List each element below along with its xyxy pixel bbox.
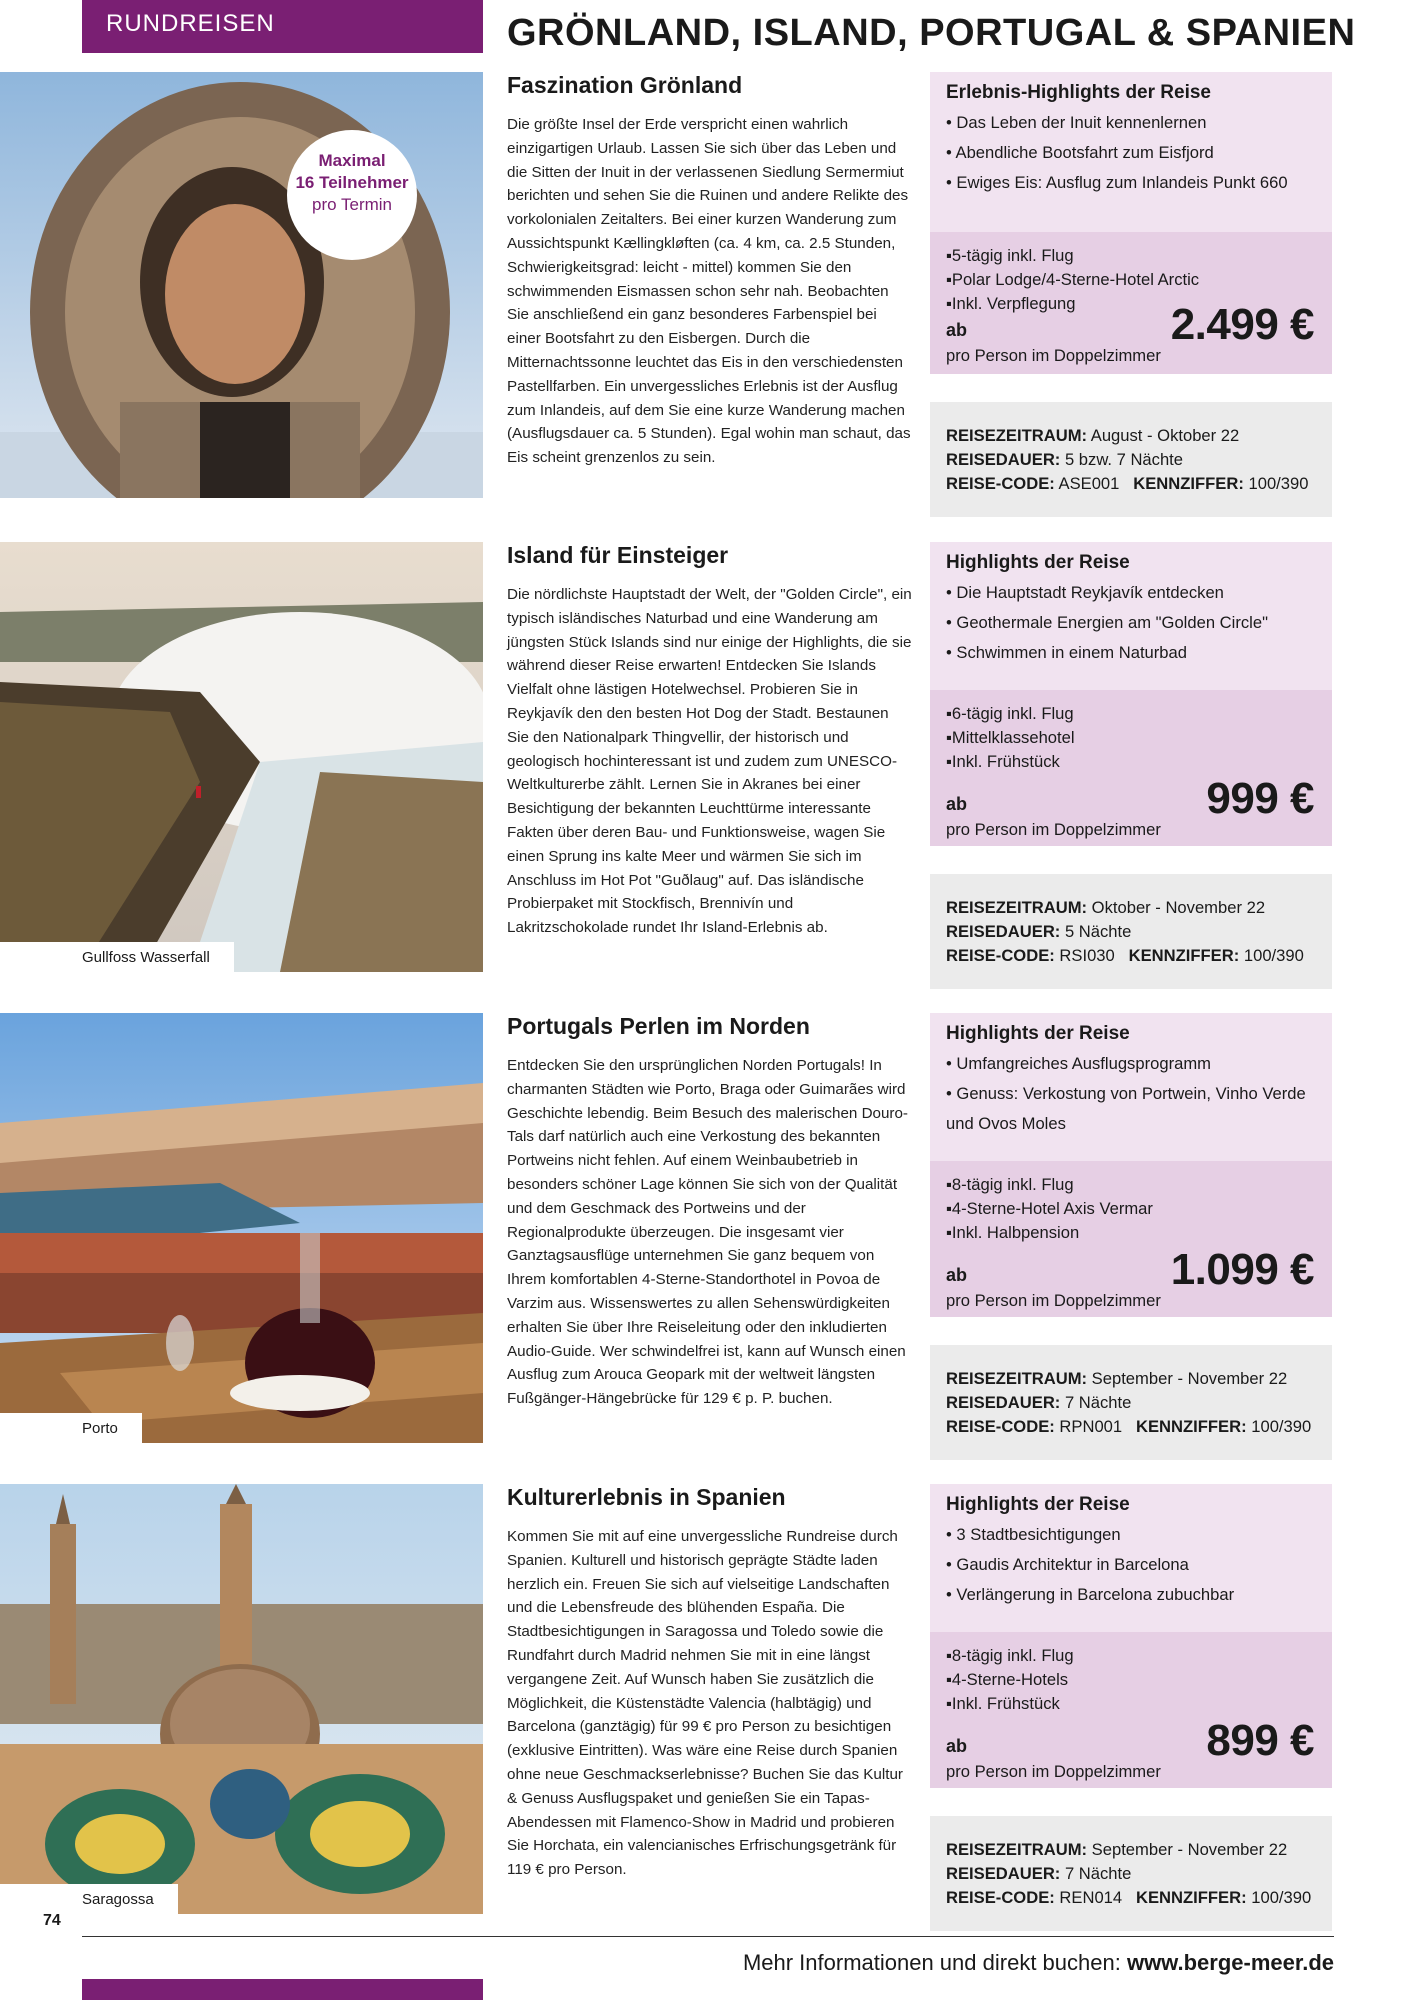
trip-info-box: REISEZEITRAUM: August - Oktober 22 REISEDAUER: 5 bzw. 7 Nächte REISE-CODE: ASE001 KENNZIFFER: 100/390: [930, 402, 1332, 517]
price-box: [930, 1161, 1332, 1317]
travel-period: September - November 22: [1091, 1840, 1288, 1859]
trip-body-text: Die größte Insel der Erde verspricht einen wahrlich einzigartigen Urlaub. Lassen Sie sich über das Leben und die Sitten der Inuit in der verlassenen Siedlung Sermermiut berichten und sehen Sie die Ruinen und andere Relikte des vorkolonialen Zeitalters. Bei einer kurzen Wanderung zum Aussichtspunkt Kællingkløften (ca. 4 km, ca. 2.5 Stunden, Schwierigkeitsgrad: leicht - mittel) kommen Sie den schwimmenden Eismassen schon sehr nah. Beobachten Sie anschließend ein ganz besonderes Farbenspiel bei einer Bootsfahrt zu den Eisbergen. Durch die Mitternachtssonne leuchtet das Eis in den verschiedensten Pastellfarben. Ein unvergessliches Erlebnis ist der Ausflug zum Inlandeis, auf dem Sie eine kurze Wanderung machen (Ausflugsdauer ca. 5 Stunden). Egal wohin man schaut, das Eis scheint grenzenlos zu sein.: [507, 116, 911, 467]
highlights-box: [930, 72, 1332, 232]
trip-title: Island für Einsteiger: [507, 542, 729, 568]
highlights-title: Highlights der Reise: [946, 1494, 1130, 1515]
feature-item: ▪ Inkl. Halbpension: [946, 1221, 1316, 1245]
price-per-person: pro Person im Doppelzimmer: [946, 346, 1161, 365]
trip-body-text: Entdecken Sie den ursprünglichen Norden Portugals! In charmanten Städten wie Porto, Braga oder Guimarães wird Geschichte lebendig. Beim Besuch des malerischen Douro-Tals darf natürlich auch eine Verkostung des bekannten Portweins nicht fehlen. Auf einem Weinbaubetrieb in besonders schöner Lage können Sie sich von der Qualität und dem Geschmack des Portweins und der Regionalprodukte überzeugen. Die insgesamt vier Ganztagsausflüge unternehmen Sie ganz bequem von Ihrem komfortablen 4-Sterne-Standorthotel in Povoa de Varzim aus. Wissenswertes zu allen Sehenswürdigkeiten erhalten Sie über Ihre Reiseleitung oder den inkludierten Audio-Guide. Wer schwindelfrei ist, kann auf Wunsch einen Ausflug zum Arouca Geopark mit der weltweit längsten Fußgänger-Hängebrücke für 129 € p. P. buchen.: [507, 1057, 908, 1408]
travel-code: REN014: [1059, 1888, 1123, 1907]
highlights-title: Highlights der Reise: [946, 1023, 1130, 1044]
highlight-item: • Verlängerung in Barcelona zubuchbar: [946, 1580, 1316, 1610]
price-per-person: pro Person im Doppelzimmer: [946, 1291, 1161, 1310]
travel-code: ASE001: [1058, 474, 1120, 493]
feature-item: ▪ Inkl. Frühstück: [946, 1692, 1316, 1716]
highlight-item: • Gaudis Architektur in Barcelona: [946, 1550, 1316, 1580]
trip-info-box: REISEZEITRAUM: Oktober - November 22 REISEDAUER: 5 Nächte REISE-CODE: RSI030 KENNZIFFER: 100/390: [930, 874, 1332, 989]
reference-number: 100/390: [1251, 1888, 1312, 1907]
bottom-accent-bar: [82, 1979, 483, 2000]
highlights-box: [930, 542, 1332, 690]
price-box: [930, 232, 1332, 374]
photo-gullfoss: [0, 542, 483, 972]
price-value: 899 €: [1206, 1716, 1314, 1765]
price-box: [930, 690, 1332, 846]
trip-description: [507, 72, 912, 470]
trip-title: Portugals Perlen im Norden: [507, 1013, 810, 1039]
feature-item: ▪ Inkl. Frühstück: [946, 750, 1316, 774]
trip-title: Faszination Grönland: [507, 72, 743, 98]
travel-period: August - Oktober 22: [1090, 426, 1240, 445]
feature-item: ▪ 6-tägig inkl. Flug: [946, 702, 1316, 726]
photo-caption: Saragossa: [0, 1884, 178, 1914]
feature-item: ▪ 8-tägig inkl. Flug: [946, 1173, 1316, 1197]
feature-item: ▪ Mittelklassehotel: [946, 726, 1316, 750]
highlight-item: • Genuss: Verkostung von Portwein, Vinho Verde und Ovos Moles: [946, 1079, 1316, 1139]
price-value: 999 €: [1206, 774, 1314, 823]
photo-caption: Porto: [0, 1413, 142, 1443]
price-prefix: ab: [946, 320, 968, 340]
footer: [743, 1950, 1334, 1976]
trip-body-text: Die nördlichste Hauptstadt der Welt, der "Golden Circle", ein typisch isländisches Naturbad und eine Wanderung am jüngsten Stück Islands sind nur einige der Highlights, die sie während dieser Reise erwarten! Entdecken Sie Islands Vielfalt ohne lästigen Hotelwechsel. Probieren Sie in Reykjavík den den besten Hot Dog der Stadt. Bestaunen Sie den Nationalpark Thingvellir, der historisch und geologisch hochinteressant ist und zudem zum UNESCO-Weltkulturerbe zählt. Lernen Sie in Akranes bei einer Besichtigung der bekannten Leuchttürme interessante Fakten über deren Bau- und Funktionsweise, wagen Sie einen Sprung ins kalte Meer und wärmen Sie sich im Anschluss im Hot Pot "Guðlaug" auf. Das isländische Probierpaket mit Stockfisch, Brennivín und Lakritzschokolade rundet Ihr Island-Erlebnis ab.: [507, 586, 912, 937]
highlight-item: • Umfangreiches Ausflugsprogramm: [946, 1049, 1316, 1079]
feature-item: ▪ 4-Sterne-Hotels: [946, 1668, 1316, 1692]
footer-divider: [82, 1936, 1334, 1937]
reference-number: 100/390: [1243, 946, 1304, 965]
highlight-item: • 3 Stadtbesichtigungen: [946, 1520, 1316, 1550]
trip-section-island: [0, 542, 1414, 988]
price-box: [930, 1632, 1332, 1788]
trip-description: [507, 1013, 912, 1411]
reference-number: 100/390: [1251, 1417, 1312, 1436]
photo-greenland-inuit: [0, 72, 483, 498]
feature-item: ▪ 5-tägig inkl. Flug: [946, 244, 1316, 268]
highlights-title: Highlights der Reise: [946, 552, 1130, 573]
feature-item: ▪ Polar Lodge/4-Sterne-Hotel Arctic: [946, 268, 1316, 292]
trip-description: [507, 1484, 912, 1882]
travel-duration: 5 bzw. 7 Nächte: [1064, 450, 1184, 469]
travel-duration: 5 Nächte: [1064, 922, 1132, 941]
travel-duration: 7 Nächte: [1064, 1393, 1132, 1412]
footer-website-link[interactable]: www.berge-meer.de: [1126, 1950, 1334, 1975]
highlight-item: • Abendliche Bootsfahrt zum Eisfjord: [946, 138, 1316, 168]
price-value: 1.099 €: [1170, 1245, 1314, 1294]
travel-period: Oktober - November 22: [1091, 898, 1266, 917]
feature-item: ▪ 8-tägig inkl. Flug: [946, 1644, 1316, 1668]
reference-number: 100/390: [1248, 474, 1309, 493]
highlights-title: Erlebnis-Highlights der Reise: [946, 82, 1211, 103]
page-title: GRÖNLAND, ISLAND, PORTUGAL & SPANIEN: [507, 12, 1356, 54]
travel-duration: 7 Nächte: [1064, 1864, 1132, 1883]
highlight-item: • Die Hauptstadt Reykjavík entdecken: [946, 578, 1316, 608]
highlight-item: • Das Leben der Inuit kennenlernen: [946, 108, 1316, 138]
price-per-person: pro Person im Doppelzimmer: [946, 1762, 1161, 1781]
travel-code: RSI030: [1059, 946, 1115, 965]
travel-period: September - November 22: [1091, 1369, 1288, 1388]
price-prefix: ab: [946, 1736, 968, 1756]
trip-info-box: REISEZEITRAUM: September - November 22 REISEDAUER: 7 Nächte REISE-CODE: REN014 KENNZIFFER: 100/390: [930, 1816, 1332, 1931]
price-prefix: ab: [946, 794, 968, 814]
highlight-item: • Schwimmen in einem Naturbad: [946, 638, 1316, 668]
max-participants-badge: Maximal 16 Teilnehmer pro Termin: [287, 130, 417, 260]
trip-description: [507, 542, 912, 940]
price-prefix: ab: [946, 1265, 968, 1285]
trip-section-spanien: [0, 1484, 1414, 1930]
trip-section-groenland: [0, 72, 1414, 518]
travel-code: RPN001: [1059, 1417, 1123, 1436]
highlight-item: • Geothermale Energien am "Golden Circle": [946, 608, 1316, 638]
trip-title: Kulturerlebnis in Spanien: [507, 1484, 786, 1510]
feature-item: ▪ Inkl. Verpflegung: [946, 292, 1316, 316]
category-tab: RUNDREISEN: [82, 0, 483, 53]
photo-caption: Gullfoss Wasserfall: [0, 942, 234, 972]
photo-porto: [0, 1013, 483, 1443]
photo-saragossa: [0, 1484, 483, 1914]
price-per-person: pro Person im Doppelzimmer: [946, 820, 1161, 839]
trip-section-portugal: [0, 1013, 1414, 1459]
trip-body-text: Kommen Sie mit auf eine unvergessliche Rundreise durch Spanien. Kulturell und historisch geprägte Städte laden herzlich ein. Freuen Sie sich auf vielseitige Landschaften und die Lebensfreude des blühenden España. Die Stadtbesichtigungen in Saragossa und Toledo sowie die Rundfahrt durch Madrid nehmen Sie mit in eine längst vergangene Zeit. Auf Wunsch haben Sie zusätzlich die Möglichkeit, die Küstenstädte Valencia (halbtägig) und Barcelona (ganztägig) für 99 € pro Person zu besichtigen (exklusive Eintritten). Was wäre eine Reise durch Spanien ohne neue Geschmackserlebnisse? Buchen Sie das Kultur & Genuss Ausflugspaket und genießen Sie ein Tapas-Abendessen mit Flamenco-Show in Madrid und probieren Sie Horchata, ein valencianisches Erfrischungsgetränk für 119 € pro Person.: [507, 1528, 903, 1879]
highlight-item: • Ewiges Eis: Ausflug zum Inlandeis Punkt 660: [946, 168, 1316, 198]
trip-info-box: REISEZEITRAUM: September - November 22 REISEDAUER: 7 Nächte REISE-CODE: RPN001 KENNZIFFER: 100/390: [930, 1345, 1332, 1460]
page-number: 74: [43, 1912, 61, 1929]
highlights-box: [930, 1013, 1332, 1161]
footer-text: Mehr Informationen und direkt buchen:: [742, 1950, 1121, 1975]
feature-item: ▪ 4-Sterne-Hotel Axis Vermar: [946, 1197, 1316, 1221]
price-value: 2.499 €: [1170, 300, 1314, 349]
highlights-box: [930, 1484, 1332, 1632]
